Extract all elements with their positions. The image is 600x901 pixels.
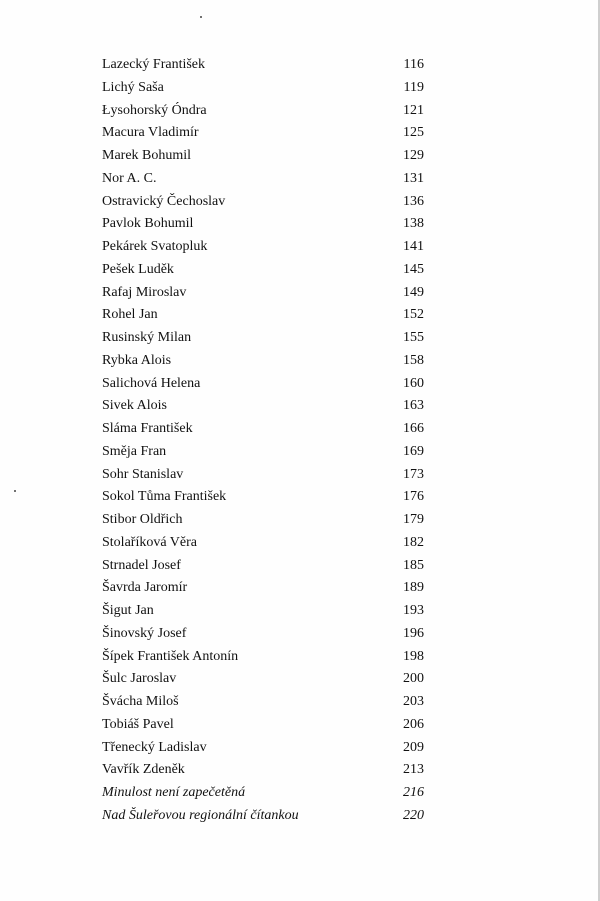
toc-entry-title: Nad Šuleřovou regionální čítankou bbox=[102, 807, 299, 823]
toc-entry-title: Sláma František bbox=[102, 421, 193, 436]
toc-entry-page-number: 189 bbox=[403, 580, 424, 596]
toc-entry bbox=[102, 805, 424, 828]
toc-entry bbox=[102, 623, 424, 646]
toc-entry-page-number: 206 bbox=[403, 716, 424, 732]
toc-entry-page-number: 203 bbox=[403, 694, 424, 709]
toc-entry-page-number: 116 bbox=[403, 57, 424, 72]
toc-entry bbox=[102, 145, 424, 168]
toc-entry-page-number: 209 bbox=[403, 739, 424, 755]
toc-entry-page-number: 198 bbox=[403, 648, 424, 664]
toc-entry-title: Šavrda Jaromír bbox=[102, 580, 188, 596]
toc-entry bbox=[102, 77, 424, 100]
toc-entry-page-number: 213 bbox=[403, 762, 424, 778]
toc-entry-title: Rybka Alois bbox=[102, 352, 172, 368]
toc-entry-title: Minulost není zapečetěná bbox=[102, 785, 246, 800]
toc-entry bbox=[102, 555, 424, 578]
toc-entry bbox=[102, 782, 424, 805]
toc-entry-page-number: 149 bbox=[403, 284, 424, 300]
toc-entry-page-number: 173 bbox=[403, 466, 424, 482]
toc-entry bbox=[102, 304, 424, 327]
toc-entry bbox=[102, 259, 424, 282]
table-of-contents bbox=[102, 54, 424, 828]
toc-entry bbox=[102, 213, 424, 236]
toc-entry bbox=[102, 441, 424, 464]
toc-entry-page-number: 200 bbox=[403, 671, 424, 687]
toc-entry-title: Tobiáš Pavel bbox=[102, 716, 174, 732]
toc-entry-page-number: 220 bbox=[403, 807, 424, 823]
toc-entry-page-number: 125 bbox=[403, 125, 424, 141]
toc-entry-page-number: 176 bbox=[403, 489, 424, 505]
toc-entry-title: Rusinský Milan bbox=[102, 330, 192, 345]
toc-entry-page-number: 216 bbox=[403, 785, 424, 800]
toc-entry-title: Salichová Helena bbox=[102, 375, 201, 391]
print-speck bbox=[200, 16, 202, 18]
toc-entry-title: Pekárek Svatopluk bbox=[102, 239, 208, 254]
toc-entry-title: Sokol Tůma František bbox=[102, 489, 227, 505]
toc-entry bbox=[102, 532, 424, 555]
toc-entry-title: Pavlok Bohumil bbox=[102, 216, 194, 232]
toc-entry-title: Třenecký Ladislav bbox=[102, 739, 207, 755]
toc-entry bbox=[102, 737, 424, 760]
toc-entry-title: Sivek Alois bbox=[102, 398, 167, 414]
toc-entry-title: Stibor Oldřich bbox=[102, 512, 183, 527]
toc-entry-page-number: 145 bbox=[403, 261, 424, 277]
toc-entry-page-number: 155 bbox=[403, 330, 424, 345]
toc-entry bbox=[102, 191, 424, 214]
toc-entry-title: Lazecký František bbox=[102, 57, 206, 72]
toc-entry-title: Švácha Miloš bbox=[102, 694, 179, 709]
toc-entry-title: Šípek František Antonín bbox=[102, 648, 239, 664]
toc-entry-title: Sohr Stanislav bbox=[102, 466, 184, 482]
toc-entry-title: Ostravický Čechoslav bbox=[102, 193, 226, 209]
toc-entry-page-number: 138 bbox=[403, 216, 424, 232]
toc-entry-title: Stolaříková Věra bbox=[102, 534, 197, 550]
toc-entry-page-number: 196 bbox=[403, 625, 424, 641]
toc-entry-page-number: 182 bbox=[403, 534, 424, 550]
toc-entry-title: Marek Bohumil bbox=[102, 148, 192, 163]
toc-entry-page-number: 185 bbox=[403, 557, 424, 573]
toc-entry bbox=[102, 418, 424, 441]
toc-entry-title: Šigut Jan bbox=[102, 603, 154, 618]
toc-entry bbox=[102, 236, 424, 259]
toc-entry-page-number: 121 bbox=[403, 102, 424, 118]
toc-entry bbox=[102, 168, 424, 191]
toc-entry-page-number: 163 bbox=[403, 398, 424, 414]
toc-entry-title: Šulc Jaroslav bbox=[102, 671, 177, 687]
toc-entry bbox=[102, 350, 424, 373]
toc-entry bbox=[102, 646, 424, 669]
toc-entry-page-number: 136 bbox=[403, 193, 424, 209]
print-speck bbox=[14, 490, 16, 492]
toc-entry-title: Macura Vladimír bbox=[102, 125, 199, 141]
toc-entry-title: Pešek Luděk bbox=[102, 261, 174, 277]
toc-entry-page-number: 152 bbox=[403, 307, 424, 323]
toc-entry-page-number: 193 bbox=[403, 603, 424, 618]
toc-entry bbox=[102, 122, 424, 145]
toc-entry-page-number: 131 bbox=[403, 170, 424, 186]
toc-entry-title: Nor A. C. bbox=[102, 170, 157, 186]
toc-entry bbox=[102, 100, 424, 123]
toc-entry bbox=[102, 714, 424, 737]
toc-entry-page-number: 169 bbox=[403, 443, 424, 459]
toc-entry-page-number: 179 bbox=[403, 512, 424, 527]
toc-entry bbox=[102, 486, 424, 509]
toc-entry-title: Strnadel Josef bbox=[102, 557, 181, 573]
toc-entry-title: Lichý Saša bbox=[102, 79, 164, 95]
toc-entry bbox=[102, 600, 424, 623]
toc-entry-title: Šinovský Josef bbox=[102, 625, 187, 641]
toc-entry bbox=[102, 464, 424, 487]
toc-entry-page-number: 119 bbox=[403, 79, 424, 95]
toc-entry-page-number: 160 bbox=[403, 375, 424, 391]
toc-entry-title: Vavřík Zdeněk bbox=[102, 762, 185, 778]
toc-entry-page-number: 141 bbox=[403, 239, 424, 254]
toc-entry bbox=[102, 54, 424, 77]
toc-entry bbox=[102, 395, 424, 418]
toc-entry bbox=[102, 327, 424, 350]
toc-entry-page-number: 166 bbox=[403, 421, 424, 436]
toc-entry bbox=[102, 509, 424, 532]
toc-entry bbox=[102, 577, 424, 600]
toc-entry bbox=[102, 668, 424, 691]
toc-entry-title: Směja Fran bbox=[102, 443, 167, 459]
toc-entry bbox=[102, 282, 424, 305]
toc-entry-title: Rohel Jan bbox=[102, 307, 158, 323]
toc-entry-title: Rafaj Miroslav bbox=[102, 284, 187, 300]
toc-entry-page-number: 129 bbox=[403, 148, 424, 163]
toc-entry bbox=[102, 373, 424, 396]
toc-entry-page-number: 158 bbox=[403, 352, 424, 368]
toc-entry-title: Łysohorský Óndra bbox=[102, 102, 207, 118]
toc-entry bbox=[102, 691, 424, 714]
toc-entry bbox=[102, 759, 424, 782]
